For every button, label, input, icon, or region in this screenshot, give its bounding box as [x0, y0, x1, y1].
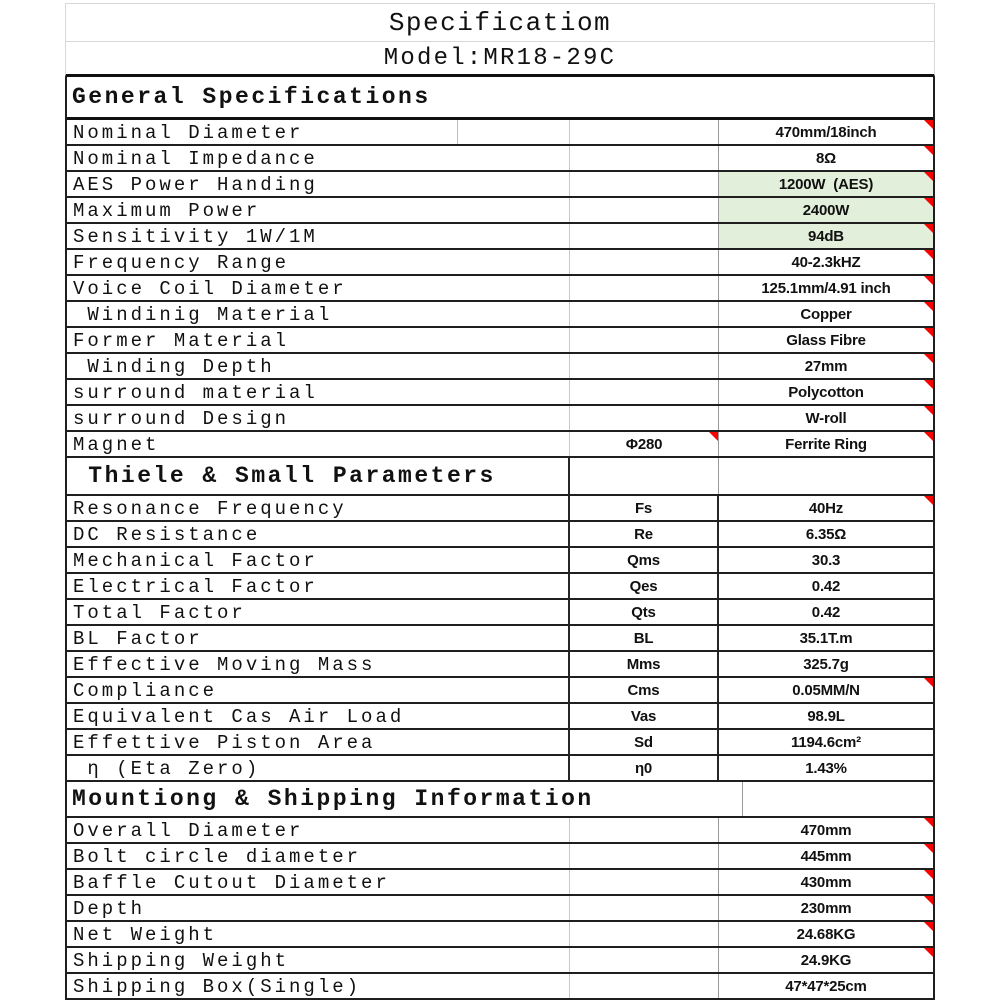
row-symbol-cell [570, 406, 719, 430]
row-label-cell: Equivalent Cas Air Load [67, 704, 570, 728]
table-row [67, 198, 933, 224]
table-row [67, 380, 933, 406]
table-row [67, 948, 933, 974]
table-row [67, 224, 933, 250]
row-label-cell: Windinig Material [67, 302, 570, 326]
section-header [67, 77, 933, 120]
row-label-cell: Maximum Power [67, 198, 570, 222]
row-label-cell: Nominal Diameter [67, 120, 570, 144]
section-header [67, 782, 933, 818]
table-row [67, 730, 933, 756]
row-label-cell: Shipping Weight [67, 948, 570, 972]
comment-marker-icon [924, 198, 933, 207]
row-symbol-cell: Vas [570, 704, 719, 728]
row-value-cell: 94dB [719, 224, 933, 248]
table-row [67, 276, 933, 302]
row-value-cell: 1194.6cm² [791, 733, 861, 751]
table-row [67, 250, 933, 276]
row-label-cell: Depth [67, 896, 570, 920]
comment-marker-icon [924, 354, 933, 363]
section-1 [67, 458, 933, 782]
comment-marker-icon [924, 302, 933, 311]
row-value-cell: 230mm [719, 896, 933, 920]
table-title: Specificatiom [388, 7, 612, 38]
row-value-cell: 2400W [719, 198, 933, 222]
row-value-cell: 30.3 [811, 551, 841, 569]
section-header-cell [594, 782, 743, 816]
row-value-cell: W-roll [719, 406, 933, 430]
row-symbol-cell [570, 250, 719, 274]
row-symbol-cell: Qms [570, 548, 719, 572]
section-header-label: General Specifications [72, 84, 431, 110]
row-symbol-cell [570, 120, 719, 144]
row-value-cell: 24.9KG [719, 948, 933, 972]
row-symbol-cell [570, 302, 719, 326]
comment-marker-icon [924, 328, 933, 337]
comment-marker-icon [924, 432, 933, 441]
row-value-cell: Copper [719, 302, 933, 326]
table-row [67, 704, 933, 730]
row-value-cell: 8Ω [719, 146, 933, 170]
table-row [67, 406, 933, 432]
row-value-cell: 6.35Ω [805, 525, 847, 543]
row-label-cell: Compliance [67, 678, 570, 702]
row-value-cell: 470mm/18inch [719, 120, 933, 144]
row-label-cell: Net Weight [67, 922, 570, 946]
table-row [67, 626, 933, 652]
row-symbol-cell [570, 948, 719, 972]
table-row [67, 574, 933, 600]
comment-marker-icon [924, 818, 933, 827]
spec-table [65, 3, 935, 1000]
row-value-cell: 1200W (AES) [719, 172, 933, 196]
row-value-cell: 47*47*25cm [785, 977, 867, 995]
row-symbol-cell [570, 198, 719, 222]
row-label-cell: Electrical Factor [67, 574, 570, 598]
section-header-cell [67, 782, 594, 816]
table-row [67, 678, 933, 704]
section-2 [67, 782, 933, 1000]
comment-marker-icon [924, 922, 933, 931]
table-title-row [65, 3, 935, 41]
row-value-cell: Glass Fibre [719, 328, 933, 352]
table-row [67, 844, 933, 870]
section-header-cell [743, 782, 933, 816]
table-row [67, 328, 933, 354]
comment-marker-icon [924, 948, 933, 957]
table-row [67, 600, 933, 626]
table-row [67, 432, 933, 458]
comment-marker-icon [924, 496, 933, 505]
row-value-cell: Ferrite Ring [719, 432, 933, 456]
row-symbol-cell: Φ280 [570, 432, 719, 456]
row-symbol-cell [570, 922, 719, 946]
row-label-cell: Former Material [67, 328, 570, 352]
row-label-cell: Resonance Frequency [67, 496, 570, 520]
row-symbol-cell [570, 146, 719, 170]
sections-container [65, 77, 935, 1000]
section-header-cell [719, 458, 933, 494]
table-row [67, 548, 933, 574]
row-label-cell: Bolt circle diameter [67, 844, 570, 868]
comment-marker-icon [924, 224, 933, 233]
table-row [67, 496, 933, 522]
row-label-cell: Baffle Cutout Diameter [67, 870, 570, 894]
row-symbol-cell: Qes [570, 574, 719, 598]
row-symbol-cell: Sd [570, 730, 719, 754]
row-symbol-cell [570, 224, 719, 248]
row-value-cell: 40-2.3kHZ [719, 250, 933, 274]
row-symbol-cell [570, 974, 719, 998]
row-symbol-cell [570, 380, 719, 404]
table-row [67, 922, 933, 948]
row-value-cell: 27mm [719, 354, 933, 378]
row-symbol-cell: BL [570, 626, 719, 650]
table-row [67, 354, 933, 380]
comment-marker-icon [709, 432, 718, 441]
row-symbol-cell: η0 [570, 756, 719, 780]
comment-marker-icon [924, 406, 933, 415]
comment-marker-icon [924, 172, 933, 181]
section-0 [67, 77, 933, 458]
table-row [67, 522, 933, 548]
row-symbol-cell [570, 276, 719, 300]
table-row [67, 870, 933, 896]
row-symbol-cell [570, 328, 719, 352]
row-label-cell: Shipping Box(Single) [67, 974, 570, 998]
row-label-cell: Total Factor [67, 600, 570, 624]
section-header-cell [570, 458, 719, 494]
row-label-cell: Voice Coil Diameter [67, 276, 570, 300]
table-row [67, 172, 933, 198]
row-value-cell: 445mm [719, 844, 933, 868]
table-row [67, 146, 933, 172]
row-value-cell: 98.9L [807, 707, 845, 725]
row-symbol-cell [570, 896, 719, 920]
row-value-cell: 24.68KG [719, 922, 933, 946]
row-label-cell: DC Resistance [67, 522, 570, 546]
table-row [67, 120, 933, 146]
row-value-cell: 125.1mm/4.91 inch [719, 276, 933, 300]
row-label-cell: surround material [67, 380, 570, 404]
row-label-cell: η (Eta Zero) [67, 756, 570, 780]
row-label-cell: Effective Moving Mass [67, 652, 570, 676]
table-row [67, 818, 933, 844]
row-label-cell: Sensitivity 1W/1M [67, 224, 570, 248]
row-value-cell: 35.1T.m [799, 629, 853, 647]
comment-marker-icon [924, 380, 933, 389]
section-header-label: Thiele & Small Parameters [72, 463, 496, 489]
row-label-cell: Effettive Piston Area [67, 730, 570, 754]
row-label-cell: Frequency Range [67, 250, 570, 274]
row-label-cell: Nominal Impedance [67, 146, 570, 170]
row-value-cell: 0.42 [811, 577, 841, 595]
row-symbol-cell: Fs [570, 496, 719, 520]
row-value-cell: 40Hz [719, 496, 933, 520]
table-row [67, 302, 933, 328]
comment-marker-icon [924, 870, 933, 879]
row-symbol-cell [570, 354, 719, 378]
comment-marker-icon [924, 896, 933, 905]
model-label: Model:MR18-29C [383, 44, 617, 72]
row-label-cell: Magnet [67, 432, 570, 456]
row-symbol-cell: Qts [570, 600, 719, 624]
row-symbol-cell [570, 172, 719, 196]
model-row [65, 41, 935, 77]
row-value-cell: 1.43% [805, 759, 847, 777]
row-symbol-cell [570, 818, 719, 842]
row-value-cell: 470mm [719, 818, 933, 842]
section-header-cell [67, 77, 933, 117]
section-header [67, 458, 933, 496]
comment-marker-icon [924, 146, 933, 155]
row-symbol-cell: Mms [570, 652, 719, 676]
table-row [67, 896, 933, 922]
row-label-cell: Winding Depth [67, 354, 570, 378]
section-header-label: Mountiong & Shipping Information [72, 786, 594, 812]
row-symbol-cell: Cms [570, 678, 719, 702]
row-symbol-cell: Re [570, 522, 719, 546]
comment-marker-icon [924, 844, 933, 853]
row-label-cell: BL Factor [67, 626, 570, 650]
row-value-cell: 0.42 [811, 603, 841, 621]
row-label-cell: surround Design [67, 406, 570, 430]
row-label-cell: AES Power Handing [67, 172, 570, 196]
row-value-cell: 430mm [719, 870, 933, 894]
row-label-cell: Mechanical Factor [67, 548, 570, 572]
row-label-cell: Overall Diameter [67, 818, 570, 842]
comment-marker-icon [924, 276, 933, 285]
row-value-cell: 325.7g [803, 655, 849, 673]
comment-marker-icon [924, 120, 933, 129]
comment-marker-icon [924, 678, 933, 687]
row-symbol-cell [570, 844, 719, 868]
row-value-cell: 0.05MM/N [719, 678, 933, 702]
comment-marker-icon [924, 250, 933, 259]
table-row [67, 974, 933, 1000]
row-value-cell: Polycotton [719, 380, 933, 404]
row-symbol-cell [570, 870, 719, 894]
table-row [67, 652, 933, 678]
section-header-cell [67, 458, 570, 494]
table-row [67, 756, 933, 782]
